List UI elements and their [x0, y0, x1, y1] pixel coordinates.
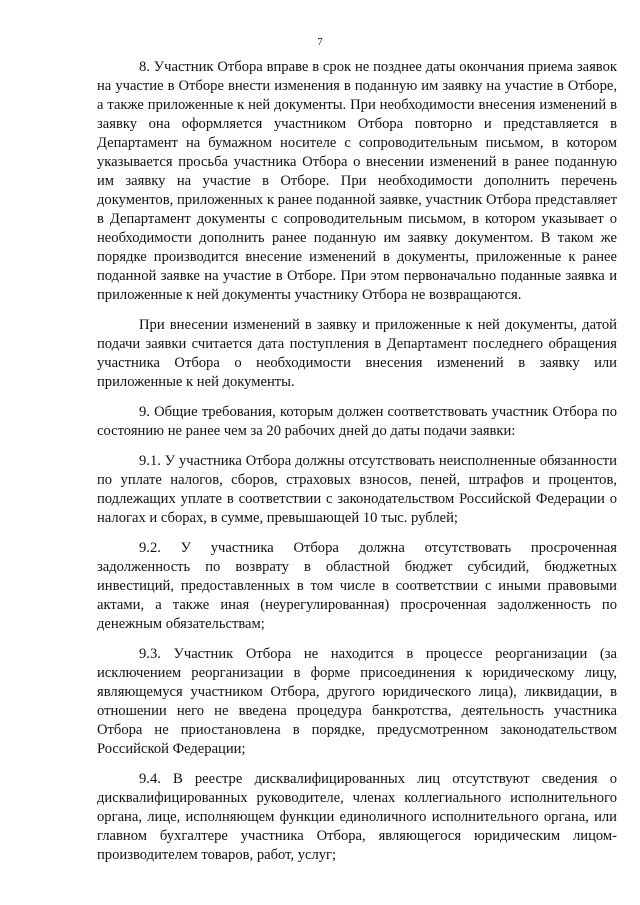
- page-number: 7: [317, 36, 323, 48]
- paragraph-9-2: 9.2. У участника Отбора должна отсутствовать просроченная задолженность по возврату в областной бюджет субсидий, бюджетных инвестиций, предоставленных в том числе в соответствии с иными правовыми актами, а также иная (неурегулированная) просроченная задолженность по денежным обязательствам;: [97, 540, 617, 632]
- paragraph-9-4: 9.4. В реестре дисквалифицированных лиц отсутствуют сведения о дисквалифицированных руководителе, членах коллегиального исполнительного органа, лице, исполняющем функции единоличного исполнительного органа, или главном бухгалтере участника Отбора, являющегося юридическим лицом-производителем товаров, работ, услуг;: [97, 771, 617, 863]
- paragraph-8: 8. Участник Отбора вправе в срок не позднее даты окончания приема заявок на участие в Отборе внести изменения в поданную им заявку на участие в Отборе, а также приложенные к ней документы. При необходимости внесения изменений в заявку она оформляется участником Отбора повторно и представляется в Департамент на бумажном носителе с сопроводительным письмом, в котором указывается просьба участника Отбора о внесении изменений в ранее поданную им заявку на участие в Отборе. При необходимости дополнить перечень документов, приложенных к ранее поданной заявке, участник Отбора представляет в Департамент документы с сопроводительным письмом, в котором указывает о необходимости дополнить ранее поданную им заявку документом. В таком же порядке производится внесение изменений в документы, приложенные к ранее поданной заявке на участие в Отборе. При этом первоначально поданные заявка и приложенные к ней документы участнику Отбора не возвращаются.: [97, 59, 617, 303]
- paragraph-9-3: 9.3. Участник Отбора не находится в процессе реорганизации (за исключением реорганизации в форме присоединения к юридическому лицу, являющемуся участником Отбора, другого юридического лица), ликвидации, в отношении него не введена процедура банкротства, деятельность участника Отбора не приостановлена в порядке, предусмотренном законодательством Российской Федерации;: [97, 646, 617, 757]
- paragraph-9-1: 9.1. У участника Отбора должны отсутствовать неисполненные обязанности по уплате налогов, сборов, страховых взносов, пеней, штрафов и процентов, подлежащих уплате в соответствии с законодательством Российской Федерации о налогах и сборах, в сумме, превышающей 10 тыс. рублей;: [97, 453, 617, 526]
- document-body: [97, 58, 617, 865]
- paragraph-amendment-date: При внесении изменений в заявку и приложенные к ней документы, датой подачи заявки считается дата поступления в Департамент последнего обращения участника Отбора о необходимости внесения изменений в заявку или приложенные к ней документы.: [97, 317, 617, 390]
- paragraph-9: 9. Общие требования, которым должен соответствовать участник Отбора по состоянию не ранее чем за 20 рабочих дней до даты подачи заявки:: [97, 404, 617, 439]
